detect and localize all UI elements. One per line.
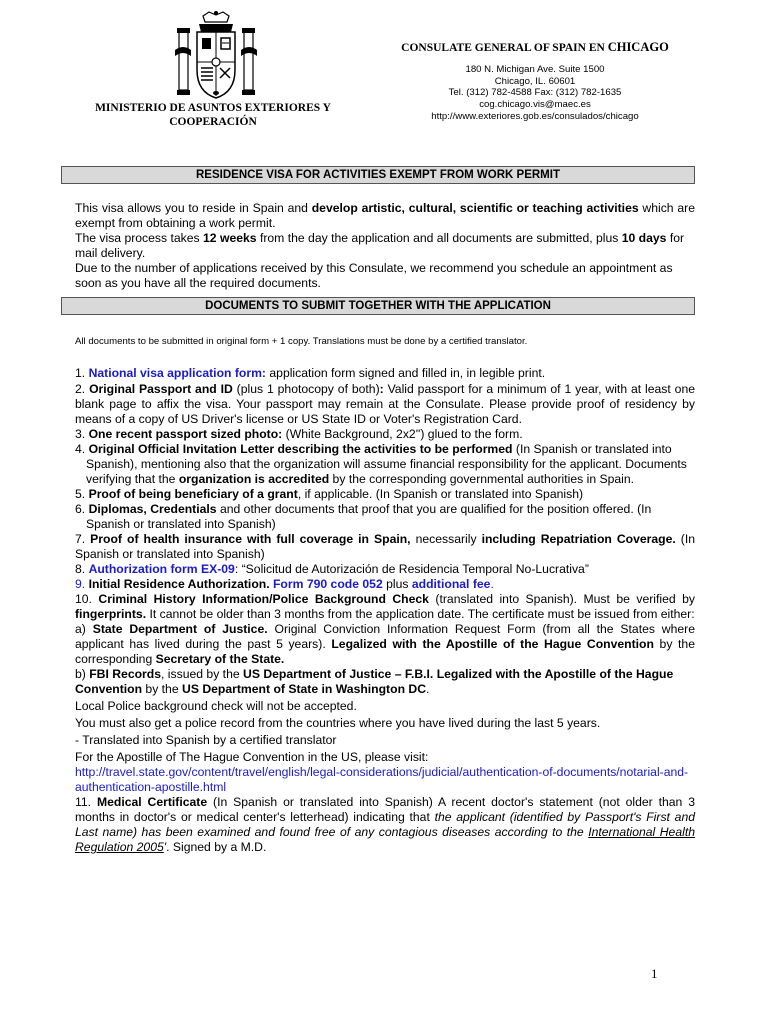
- intro-paragraph: [75, 201, 695, 291]
- list-item: [75, 667, 695, 697]
- form-790-link[interactable]: Form 790 code 052: [272, 577, 383, 591]
- item-text: (In Spanish or translated into Spanish): [75, 532, 696, 561]
- all-documents-note: All documents to be submitted in original form + 1 copy. Translations must be done by a certified translator.: [75, 336, 528, 347]
- documents-list: [75, 366, 695, 855]
- list-item: [75, 366, 695, 381]
- item-text: (In Spanish or translated into Spanish) A recent doctor's statement (not older than 3 months in doctor's or medical center's letterhead) indicating that: [75, 795, 695, 824]
- police-record-note: You must also get a police record from the countries where you have lived during the last 5 years.: [75, 716, 601, 730]
- item-text: .: [490, 577, 494, 591]
- coat-of-arms-icon: [173, 10, 259, 106]
- intro-activities: develop artistic, cultural, scientific or teaching activities: [311, 201, 639, 215]
- item-number: 4.: [75, 442, 89, 456]
- item-text: .: [426, 682, 430, 696]
- item-italic: the applicant (identified by Passport's First and Last name) has been examined and found free of any contagious diseases according to the: [75, 810, 695, 839]
- item-bold: US Department of Justice – F.B.I. Legalized with the Apostille of the Hague Convention: [75, 667, 674, 696]
- list-item: [75, 382, 695, 427]
- consulate-title-text: CONSULATE GENERAL OF SPAIN EN: [401, 42, 605, 54]
- item-bold: fingerprints.: [75, 607, 147, 621]
- item-number: 10.: [75, 592, 99, 606]
- item-number: 8.: [75, 562, 89, 576]
- address-website[interactable]: http://www.exteriores.gob.es/consulados/chicago: [431, 110, 639, 122]
- item-text: plus: [382, 577, 412, 591]
- local-police-note: Local Police background check will not be accepted.: [75, 699, 357, 713]
- list-item: [75, 442, 695, 487]
- item-bold: including Repatriation Coverage.: [481, 532, 676, 546]
- item-text: Original Conviction Information Request Form (from all the States where applicant has lived during the past 5 years).: [75, 622, 696, 651]
- item-bold: One recent passport sized photo:: [88, 427, 283, 441]
- section-title-documents: DOCUMENTS TO SUBMIT TOGETHER WITH THE APPLICATION: [61, 297, 695, 315]
- intro-line-1: [75, 201, 695, 231]
- list-item: [75, 592, 695, 622]
- intro-text: for mail delivery.: [75, 231, 685, 260]
- additional-fee-link[interactable]: additional fee: [411, 577, 491, 591]
- health-regulation-ref: International Health Regulation 2005: [75, 825, 695, 854]
- item-bold: organization is accredited: [178, 472, 330, 486]
- list-item: [75, 562, 695, 577]
- section-title-residence-visa: RESIDENCE VISA FOR ACTIVITIES EXEMPT FROM WORK PERMIT: [61, 166, 695, 184]
- item-bold: Proof of being beneficiary of a grant: [88, 487, 298, 501]
- consulate-title: [380, 40, 690, 55]
- list-item: [75, 622, 695, 667]
- item-text: application form signed and filled in, in legible print.: [266, 366, 546, 380]
- consulate-address: [400, 64, 670, 123]
- intro-weeks: 12 weeks: [203, 231, 257, 245]
- item-number: 2.: [75, 382, 90, 396]
- item-text: : “Solicitud de Autorización de Residencia Temporal No-Lucrativa”: [234, 562, 589, 576]
- address-email[interactable]: cog.chicago.vis@maec.es: [479, 99, 591, 111]
- item-text: (In Spanish or translated into Spanish), mentioning also that the organization will assume financial responsibility for the applicant. Documents verifying that the: [86, 442, 687, 486]
- page-number: 1: [651, 966, 658, 981]
- list-item: [75, 532, 695, 562]
- item-number: 6.: [75, 502, 89, 516]
- intro-text: from the day the application and all documents are submitted, plus: [256, 231, 622, 245]
- intro-text: The visa process takes: [75, 231, 204, 245]
- item-text: necessarily: [410, 532, 482, 546]
- consulate-city: CHICAGO: [607, 40, 669, 54]
- address-phone-fax: Tel. (312) 782-4588 Fax: (312) 782-1635: [448, 87, 622, 99]
- item-bold: Criminal History Information/Police Background Check: [98, 592, 429, 606]
- item-number: 7.: [75, 532, 91, 546]
- item-bold: Original Official Invitation Letter describing the activities to be performed: [88, 442, 513, 456]
- item-text: Valid passport for a minimum of 1 year, with at least one blank page to affix the visa. Your passport may remain at the Consulate. Please provide proof of residency by means of a copy of US Driver's license or US State ID or Voter's Registration Card.: [75, 382, 696, 426]
- item-text: a): [75, 622, 93, 636]
- item-bold: Proof of health insurance with full coverage in Spain,: [90, 532, 411, 546]
- intro-line-2: [75, 231, 695, 261]
- item-bold: State Department of Justice.: [92, 622, 268, 636]
- list-item: [75, 577, 695, 592]
- item-number: 1.: [75, 366, 89, 380]
- item-text: , issued by the: [161, 667, 244, 681]
- list-item: [75, 502, 695, 532]
- apostille-intro: For the Apostille of The Hague Convention in the US, please visit:: [75, 750, 429, 764]
- intro-line-3: Due to the number of applications received by this Consulate, we recommend you schedule an appointment as soon as you have all the required documents.: [75, 261, 673, 290]
- item-text: (White Background, 2x2'') glued to the form.: [282, 427, 523, 441]
- intro-text: This visa allows you to reside in Spain and: [75, 201, 312, 215]
- item-text: by the: [142, 682, 183, 696]
- national-visa-form-link[interactable]: National visa application form:: [88, 366, 266, 380]
- item-text: by the corresponding governmental authorities in Spain.: [329, 472, 635, 486]
- address-city: Chicago, IL. 60601: [494, 75, 576, 87]
- authorization-form-link[interactable]: Authorization form EX-09: [88, 562, 235, 576]
- item-number: 9.: [75, 577, 89, 591]
- item-bold: Secretary of the State.: [155, 652, 285, 666]
- item-text: by the corresponding: [75, 637, 695, 666]
- item-text: It cannot be older than 3 months from the application date. The certificate must be issued from either:: [146, 607, 695, 621]
- translated-note: - Translated into Spanish by a certified translator: [75, 733, 337, 747]
- ministry-name: MINISTERIO DE ASUNTOS EXTERIORES Y COOPERACIÓN: [95, 102, 331, 128]
- list-item: [75, 487, 695, 502]
- item-bold: :: [379, 382, 384, 396]
- item-bold: FBI Records: [89, 667, 162, 681]
- item-bold: US Department of State in Washington DC: [182, 682, 426, 696]
- list-item: [75, 795, 695, 855]
- item-number: 3.: [75, 427, 89, 441]
- intro-text: which are exempt from obtaining a work permit.: [75, 201, 695, 230]
- item-text: (translated into Spanish). Must be verified by: [428, 592, 695, 606]
- item-italic: ': [163, 840, 167, 854]
- item-text: and other documents that proof that you are qualified for the position offered. (In Spanish or translated into Spanish): [86, 502, 652, 531]
- item-text: b): [75, 667, 90, 681]
- item-number: 11.: [75, 795, 97, 809]
- address-street: 180 N. Michigan Ave. Suite 1500: [465, 64, 605, 75]
- item-bold: Original Passport and ID: [89, 382, 233, 396]
- intro-days: 10 days: [621, 231, 667, 245]
- item-bold: Initial Residence Authorization.: [88, 577, 270, 591]
- item-bold: Medical Certificate: [96, 795, 208, 809]
- item-bold: Legalized with the Apostille of the Hague Convention: [331, 637, 654, 651]
- item-number: 5.: [75, 487, 89, 501]
- apostille-link[interactable]: http://travel.state.gov/content/travel/english/legal-considerations/judicial/authentication-of-documents/notarial-and-authentication-apostille.html: [75, 765, 689, 794]
- item-text: (plus 1 photocopy of both): [232, 382, 380, 396]
- item-text: . Signed by a M.D.: [166, 840, 267, 854]
- item-bold: Diplomas, Credentials: [88, 502, 217, 516]
- list-item: [75, 427, 695, 442]
- item-text: , if applicable. (In Spanish or translated into Spanish): [297, 487, 584, 501]
